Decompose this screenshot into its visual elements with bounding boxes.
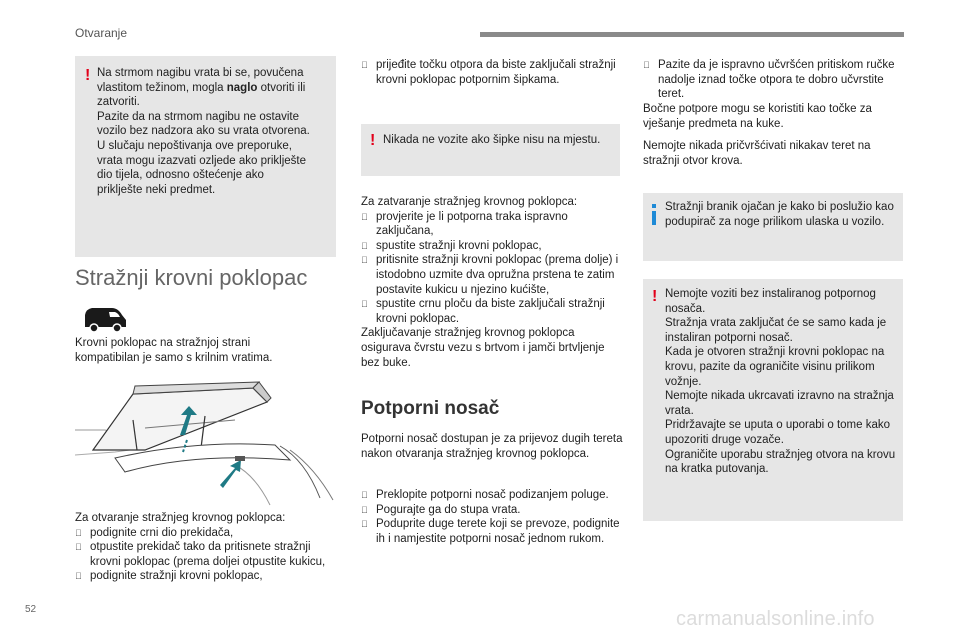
support-intro: Potporni nosač dostupan je za prijevoz dugih tereta nakon otvaranja stražnjeg krovnog poklopca. (361, 433, 623, 460)
roof-load-text: Nemojte nikada pričvršćivati nikakav teret na stražnji otvor krova. (643, 140, 871, 167)
support-steps: Preklopite potporni nosač podizanjem poluge. Pogurajte ga do stupa vrata. Poduprite duge terete koji se prevoze, podignite ih i namjestite potporni nosač jednom rukom. (376, 489, 620, 545)
warning-icon: ! (85, 67, 91, 84)
watermark: carmanualsonline.info (676, 608, 875, 630)
side-supports-text: Bočne potpore mogu se koristiti kao točke za vješanje predmeta na kuke. (643, 103, 872, 130)
warning-icon: ! (652, 288, 658, 305)
van-icon (82, 305, 128, 333)
warning-text-1: Na strmom nagibu vrata bi se, povučena vlastitom težinom, mogla naglo otvoriti ili zatvoriti. Pazite da na strmom nagibu ne ostavite vozilo bez nadzora ako su vrata otvorena. U slučaju nepoštivanja ove preporuke, vrata mogu izazvati ozljede ako priklješte dio tijela, odnosno oštećenje ako priklješte neki predmet. (97, 67, 310, 196)
heading-support-bar: Potporni nosač (361, 398, 500, 419)
page-number: 52 (25, 604, 37, 615)
warning-text-2: Nikada ne vozite ako šipke nisu na mjestu. (383, 134, 601, 146)
intro-text: Krovni poklopac na stražnjoj strani kompatibilan je samo s krilnim vratima. (75, 337, 273, 364)
info-icon-bar (652, 211, 656, 225)
open-instructions: Za otvaranje stražnjeg krovnog poklopca: podignite crni dio prekidača, otpustite prekidač tako da pritisnete stražnji krovni poklopac (prema doljei otpustite kukicu, podignite stražnji krovni poklopac, (75, 512, 326, 583)
info-text: Stražnji branik ojačan je kako bi poslužio kao podupirač za noge prilikom ulaska u vozilo. (665, 201, 894, 228)
warning-icon: ! (370, 132, 376, 149)
warning-text-3: Nemojte voziti bez instaliranog potpornog nosača. Stražnja vrata zaključat će se samo kada je instaliran potporni nosač. Kada je otvoren stražnji krovni poklopac na krovu, pazite da ograničite visinu prilikom vožnje. Nemojte nikada ukrcavati izravno na stražnja vrata. Pridržavajte se uputa o uporabi o tome kako upozoriti druge vozače. Ograničite uporabu stražnjeg otvora na krovu na kratka putovanja. (665, 288, 896, 476)
warning-box-2 (361, 124, 620, 176)
section-title: Otvaranje (75, 26, 128, 40)
info-icon (652, 204, 656, 208)
close-instructions: Za zatvaranje stražnjeg krovnog poklopca: provjerite je li potporna traka ispravno zaključana, spustite stražnji krovni poklopac, pritisnite stražnji krovni poklopac (prema dolje) i istodobno uzmite dva opružna prstena te zatim postavite kukicu u njezino kućište, spustite crnu ploču da biste zaključali stražnji krovni poklopac. Zaključavanje stražnjeg krovnog poklopca osigurava čvrstu vezu s brtvom i jamči brtvljenje bez buke. (361, 196, 619, 369)
step-continuation: prijeđite točku otpora da biste zaključali stražnji krovni poklopac potpornim šipkama. (376, 59, 616, 86)
step-fasten: Pazite da je ispravno učvršćen pritiskom ručke nadolje iznad točke otpora te dobro učvrstite teret. (658, 59, 895, 101)
heading-roof-hatch: Stražnji krovni poklopac (75, 265, 308, 290)
roof-hatch-illustration (75, 380, 337, 510)
header-bar (480, 32, 904, 37)
